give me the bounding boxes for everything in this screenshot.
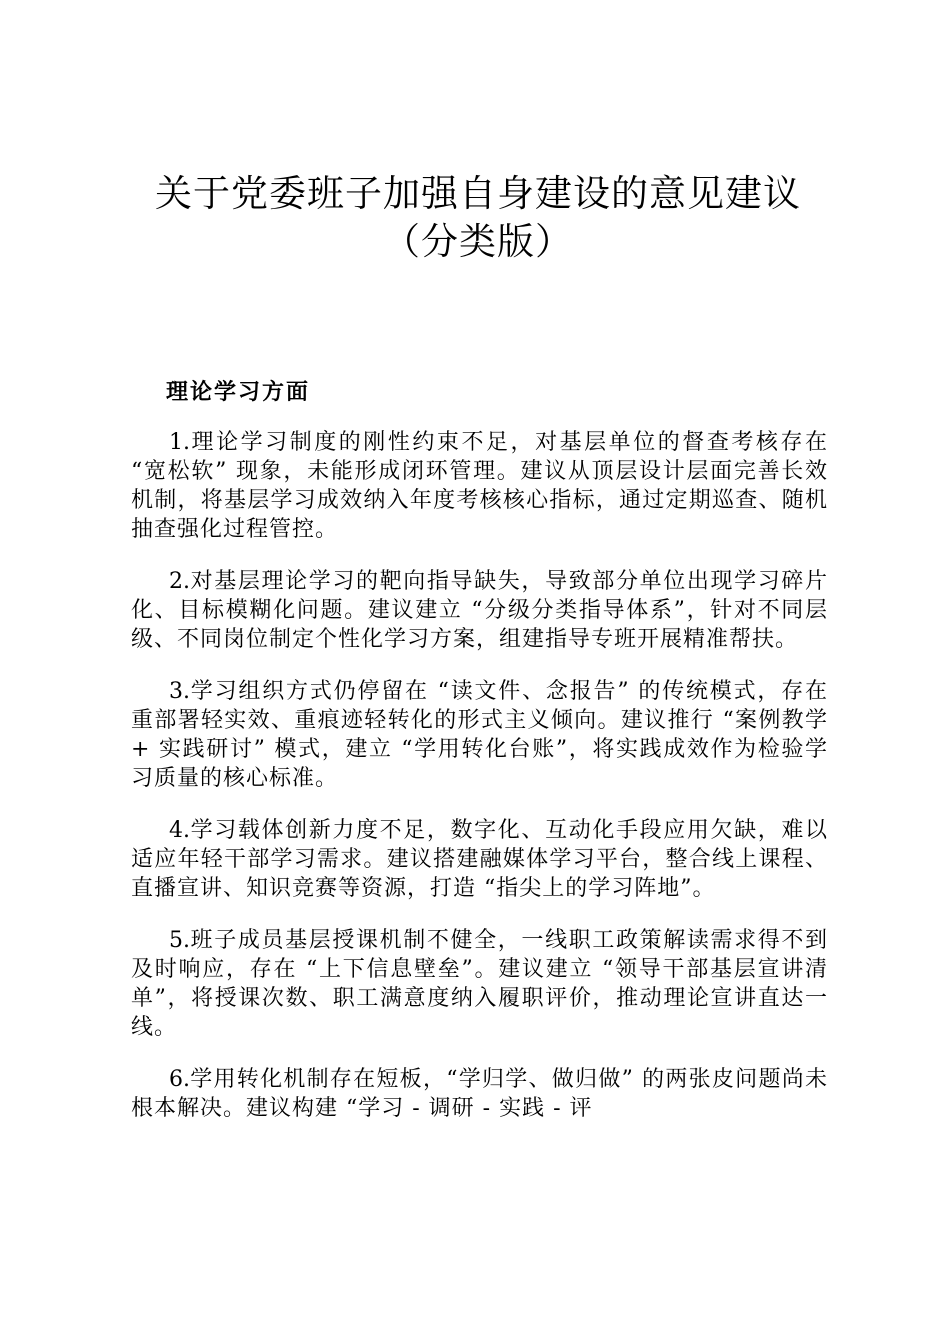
section-heading: 理论学习方面 [166, 380, 311, 405]
paragraph-3 [131, 677, 828, 793]
paragraph-number: 2. [169, 569, 190, 594]
document-body [131, 428, 828, 1146]
paragraph-number: 6. [169, 1067, 190, 1092]
paragraph-text: 班子成员基层授课机制不健全，一线职工政策解读需求得不到及时响应，存在 “上下信息壁垒”。建议建立 “领导干部基层宣讲清单”，将授课次数、职工满意度纳入履职评价，推动理论宣讲直达一线。 [131, 928, 828, 1040]
document-title: 关于党委班子加强自身建设的意见建议（分类版） [155, 172, 801, 263]
paragraph-number: 3. [169, 679, 190, 704]
paragraph-5 [131, 926, 828, 1042]
paragraph-text: 理论学习制度的刚性约束不足，对基层单位的督查考核存在 “宽松软” 现象，未能形成闭环管理。建议从顶层设计层面完善长效机制，将基层学习成效纳入年度考核核心指标，通过定期巡查、随机抽查强化过程管控。 [131, 430, 828, 542]
paragraph-6 [131, 1065, 828, 1123]
paragraph-text: 对基层理论学习的靶向指导缺失，导致部分单位出现学习碎片化、目标模糊化问题。建议建立 “分级分类指导体系”，针对不同层级、不同岗位制定个性化学习方案，组建指导专班开展精准帮扶。 [131, 569, 828, 652]
paragraph-text: 学用转化机制存在短板，“学归学、做归做” 的两张皮问题尚未根本解决。建议构建 “学习 - 调研 - 实践 - 评 [131, 1067, 828, 1121]
paragraph-2 [131, 567, 828, 654]
paragraph-4 [131, 816, 828, 903]
paragraph-text: 学习载体创新力度不足，数字化、互动化手段应用欠缺，难以适应年轻干部学习需求。建议搭建融媒体学习平台，整合线上课程、直播宣讲、知识竞赛等资源，打造 “指尖上的学习阵地”。 [131, 818, 828, 901]
paragraph-number: 1. [169, 430, 190, 455]
paragraph-number: 4. [169, 818, 190, 843]
paragraph-number: 5. [169, 928, 190, 953]
paragraph-text: 学习组织方式仍停留在 “读文件、念报告” 的传统模式，存在重部署轻实效、重痕迹轻转化的形式主义倾向。建议推行 “案例教学 + 实践研讨” 模式，建立 “学用转化台账”，将实践成效作为检验学习质量的核心标准。 [131, 679, 828, 791]
paragraph-1 [131, 428, 828, 544]
